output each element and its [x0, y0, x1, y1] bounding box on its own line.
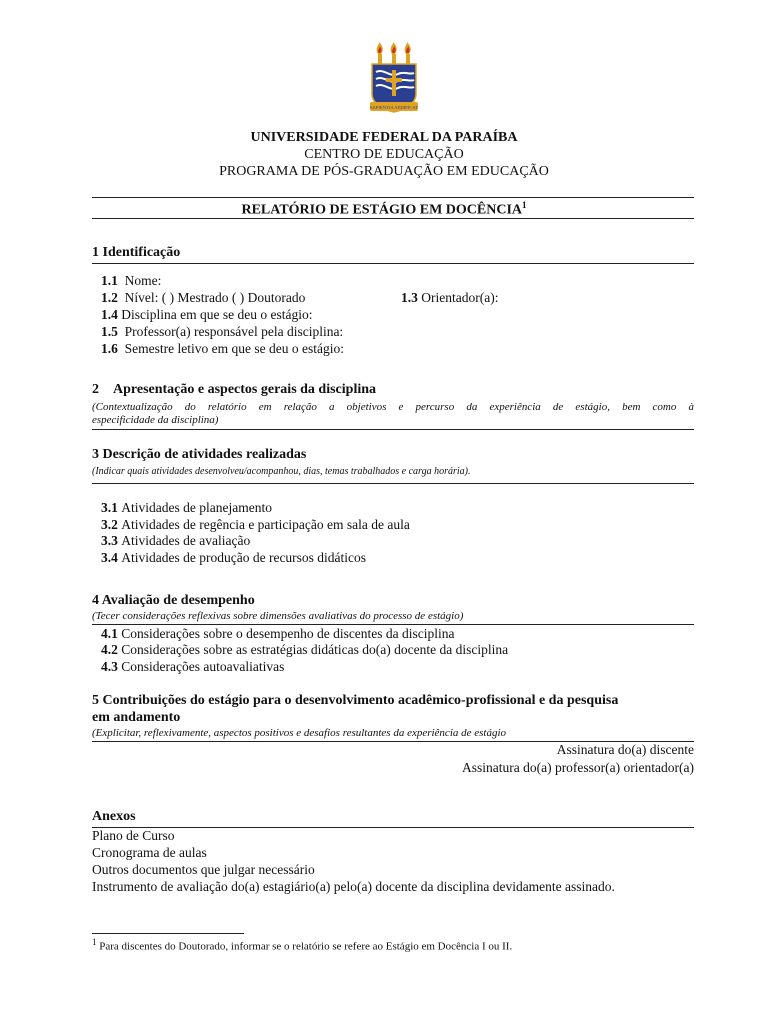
title-top-rule [92, 197, 694, 198]
section-2-number: 2 [92, 382, 99, 397]
item-3-4 [101, 550, 366, 566]
item-3-1 [101, 500, 272, 516]
item-3-2-number: 3.2 [101, 517, 118, 532]
section-5-note: (Explicitar, reflexivamente, aspectos positivos e desafios resultantes da experiência de estágio [92, 727, 507, 739]
section-4-rule [92, 624, 694, 625]
anexo-item: Instrumento de avaliação do(a) estagiário(a) pelo(a) docente da disciplina devidamente assinado. [92, 879, 615, 894]
report-title [0, 200, 768, 219]
anexo-item: Cronograma de aulas [92, 845, 207, 860]
seal-motto: SAPIENTIA AEDIFICAT [369, 104, 419, 110]
item-4-1-number: 4.1 [101, 626, 118, 641]
item-1-4-label: Disciplina em que se deu o estágio: [121, 307, 313, 322]
item-4-1 [101, 626, 455, 642]
signature-discente: Assinatura do(a) discente [556, 742, 694, 757]
item-3-4-number: 3.4 [101, 550, 118, 565]
item-3-1-label: Atividades de planejamento [121, 500, 272, 515]
section-4-title: 4 Avaliação de desempenho [92, 593, 255, 608]
section-5-title-line1: 5 Contribuições do estágio para o desenvolvimento acadêmico-profissional e da pesquisa [92, 693, 619, 708]
section-2-title [92, 382, 376, 398]
item-1-4-number: 1.4 [101, 307, 118, 322]
item-1-5-label: Professor(a) responsável pela disciplina: [124, 324, 344, 339]
item-1-3-number: 1.3 [401, 290, 418, 305]
section-2-note-line2: especificidade da disciplina) [92, 414, 219, 426]
footnote-separator [92, 933, 244, 934]
section-3-note: (Indicar quais atividades desenvolveu/acompanhou, dias, temas trabalhados e carga horária). [92, 466, 471, 477]
item-3-3-number: 3.3 [101, 533, 118, 548]
item-1-6 [101, 341, 344, 357]
item-1-3 [401, 290, 498, 306]
anexo-item: Outros documentos que julgar necessário [92, 862, 315, 877]
item-4-2-label: Considerações sobre as estratégias didáticas do(a) docente da disciplina [121, 642, 509, 657]
item-1-1 [101, 273, 161, 289]
item-3-3 [101, 533, 250, 549]
item-1-1-number: 1.1 [101, 273, 118, 288]
item-1-2 [101, 290, 305, 306]
item-1-4 [101, 307, 312, 323]
section-3-title: 3 Descrição de atividades realizadas [92, 447, 307, 462]
section-1-title: 1 Identificação [92, 245, 181, 260]
section-2-label: Apresentação e aspectos gerais da disciplina [113, 382, 377, 397]
title-bottom-rule [92, 218, 694, 219]
item-4-3 [101, 659, 284, 675]
item-1-1-label: Nome: [124, 273, 162, 288]
section-5-title-line2: em andamento [92, 710, 181, 725]
university-seal-logo [368, 42, 420, 116]
centro-name: CENTRO DE EDUCAÇÃO [304, 147, 464, 162]
footnote-mark: 1 [92, 937, 97, 947]
torch-flames [377, 42, 411, 64]
footnote-text: Para discentes do Doutorado, informar se o relatório se refere ao Estágio em Docência I ou II. [99, 940, 513, 953]
section-4-note: (Tecer considerações reflexivas sobre dimensões avaliativas do processo de estágio) [92, 610, 464, 622]
signature-orientador: Assinatura do(a) professor(a) orientador(a) [461, 760, 694, 775]
item-3-1-number: 3.1 [101, 500, 118, 515]
footnote [92, 937, 512, 953]
item-1-2-number: 1.2 [101, 290, 118, 305]
item-4-1-label: Considerações sobre o desempenho de discentes da disciplina [121, 626, 455, 641]
item-3-2-label: Atividades de regência e participação em sala de aula [121, 517, 410, 532]
section-3-rule [92, 483, 694, 484]
section-1-rule [92, 263, 694, 264]
footnote-ref-mark[interactable]: 1 [522, 200, 527, 210]
item-3-2 [101, 517, 410, 533]
item-3-4-label: Atividades de produção de recursos didáticos [121, 550, 367, 565]
programa-name: PROGRAMA DE PÓS-GRADUAÇÃO EM EDUCAÇÃO [219, 164, 549, 179]
item-4-2 [101, 642, 508, 658]
item-1-5 [101, 324, 343, 340]
item-1-6-number: 1.6 [101, 341, 118, 356]
item-3-3-label: Atividades de avaliação [121, 533, 251, 548]
item-4-3-label: Considerações autoavaliativas [121, 659, 285, 674]
anexos-title: Anexos [92, 809, 136, 824]
section-2-rule [92, 429, 694, 430]
anexo-item: Plano de Curso [92, 828, 175, 843]
item-4-3-number: 4.3 [101, 659, 118, 674]
section-2-note-line1: (Contextualização do relatório em relação a objetivos e percurso da experiência de estágio, bem como à [92, 401, 694, 413]
item-1-5-number: 1.5 [101, 324, 118, 339]
university-name: UNIVERSIDADE FEDERAL DA PARAÍBA [250, 130, 518, 145]
report-title-text: RELATÓRIO DE ESTÁGIO EM DOCÊNCIA [241, 202, 523, 218]
item-4-2-number: 4.2 [101, 642, 118, 657]
anexos-rule [92, 827, 694, 828]
item-1-6-label: Semestre letivo em que se deu o estágio: [124, 341, 344, 356]
item-1-2-label: Nível: ( ) Mestrado ( ) Doutorado [124, 290, 306, 305]
item-1-3-label: Orientador(a): [421, 290, 499, 305]
